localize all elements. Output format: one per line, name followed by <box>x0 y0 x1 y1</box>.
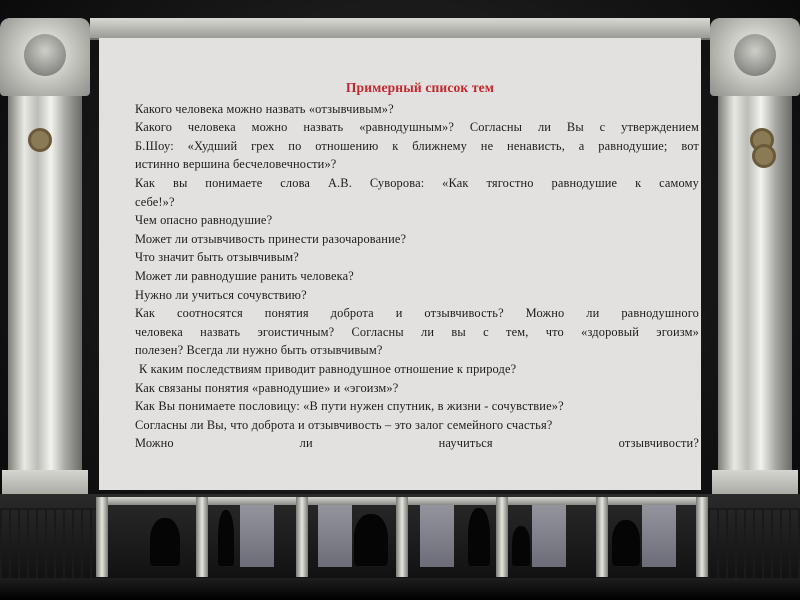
topic-line: истинно вершина бесчеловечности»? <box>135 157 337 172</box>
topic-line: Согласны ли Вы, что доброта и отзывчивость – это залог семейного счастья? <box>135 417 553 432</box>
topic-line: К каким последствиям приводит равнодушное отношение к природе? <box>139 361 517 376</box>
left-lion-capital <box>0 18 90 96</box>
topic-line: Как вы понимаете слова А.В. Суворова: «Как тягостно равнодушие к самому <box>135 175 699 190</box>
topic-line: себе!»? <box>135 194 175 209</box>
lion-head-icon <box>24 34 66 76</box>
floor <box>0 578 800 600</box>
topic-line: Как Вы понимаете пословицу: «В пути нужен спутник, в жизни - сочувствие»? <box>135 399 564 414</box>
topic-line: Как связаны понятия «равнодушие» и «эгоизм»? <box>135 380 399 395</box>
railing-pillar <box>396 497 408 577</box>
figure-silhouette <box>612 520 640 566</box>
topic-line: полезен? Всегда ли нужно быть отзывчивым? <box>135 343 383 358</box>
window-curtain <box>240 505 274 567</box>
window-curtain <box>420 505 454 567</box>
left-iron-fence <box>0 508 96 578</box>
right-iron-fence <box>708 508 800 578</box>
railing-pillar <box>296 497 308 577</box>
topic-line: человека назвать эгоистичным? Согласны ли вы с тем, что «здоровый эгоизм» <box>135 324 699 339</box>
window-curtain <box>318 505 352 567</box>
figure-silhouette <box>512 526 530 566</box>
topic-list <box>135 79 699 453</box>
topic-line: Какого человека можно назвать «отзывчивым»? <box>135 101 394 116</box>
topic-line: Может ли равнодушие ранить человека? <box>135 268 354 283</box>
topic-line: Чем опасно равнодушие? <box>135 213 273 228</box>
topic-line: Нужно ли учиться сочувствию? <box>135 287 307 302</box>
topic-line: Б.Шоу: «Худший грех по отношению к ближнему не ненависть, а равнодушие; вот <box>135 138 699 153</box>
figure-silhouette <box>354 514 388 566</box>
ring-icon <box>752 144 776 168</box>
top-cornice <box>90 18 710 40</box>
railing-pillar <box>196 497 208 577</box>
ring-icon <box>28 128 52 152</box>
railing-pillar <box>496 497 508 577</box>
topic-line: Как соотносятся понятия доброта и отзывчивость? Можно ли равнодушного <box>135 306 699 321</box>
window-curtain <box>642 505 676 567</box>
slide-title: Примерный список тем <box>345 80 495 95</box>
figure-silhouette <box>218 510 234 566</box>
topic-line: Можно ли научиться отзывчивости? <box>135 436 699 451</box>
topic-line: Что значит быть отзывчивым? <box>135 250 299 265</box>
railing-pillar <box>96 497 108 577</box>
figure-silhouette <box>468 508 490 566</box>
topic-line: Какого человека можно назвать «равнодушным»? Согласны ли Вы с утверждением <box>135 120 699 135</box>
railing-pillar <box>596 497 608 577</box>
window-curtain <box>532 505 566 567</box>
right-lion-capital <box>710 18 800 96</box>
railing-pillar <box>696 497 708 577</box>
figure-silhouette <box>150 518 180 566</box>
topic-line: Может ли отзывчивость принести разочарование? <box>135 231 407 246</box>
lion-head-icon <box>734 34 776 76</box>
